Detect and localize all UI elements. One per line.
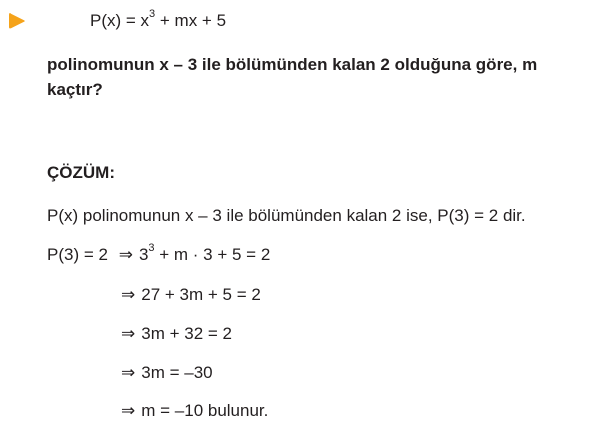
solution-step-5 xyxy=(121,401,268,421)
solution-step-4 xyxy=(121,363,213,383)
implies-arrow-icon: ⇒ xyxy=(121,363,136,382)
step-2-text: 27 + 3m + 5 = 2 xyxy=(141,285,261,304)
question-line-1: polinomunun x – 3 ile bölümünden kalan 2 olduğuna göre, m xyxy=(47,55,538,74)
step-3-text: 3m + 32 = 2 xyxy=(141,324,232,343)
implies-arrow-icon: ⇒ xyxy=(121,324,136,343)
step-1-lhs: P(3) = 2 xyxy=(47,245,108,264)
polynomial-rest: + mx + 5 xyxy=(155,11,227,30)
question-line-2: kaçtır? xyxy=(47,80,103,99)
solution-step-2 xyxy=(121,285,261,305)
polynomial-base: P(x) = x xyxy=(90,11,150,30)
step-1-base: 3 xyxy=(138,245,149,264)
step-1-rest: + m · 3 + 5 = 2 xyxy=(154,245,271,264)
solution-step-1 xyxy=(47,242,271,265)
polynomial-exponent: 3 xyxy=(149,8,156,21)
implies-arrow-icon: ⇒ xyxy=(121,285,136,304)
implies-arrow-icon: ⇒ xyxy=(118,245,133,264)
step-1-exponent: 3 xyxy=(148,242,155,255)
solution-statement: P(x) polinomunun x – 3 ile bölümünden kalan 2 ise, P(3) = 2 dir. xyxy=(47,206,526,225)
implies-arrow-icon: ⇒ xyxy=(121,401,136,420)
solution-step-3 xyxy=(121,324,232,344)
solution-heading: ÇÖZÜM: xyxy=(47,163,115,182)
orange-triangle-bullet-icon xyxy=(6,10,28,32)
polynomial-definition xyxy=(90,8,227,31)
step-5-text: m = –10 bulunur. xyxy=(141,401,269,420)
step-4-text: 3m = –30 xyxy=(141,363,213,382)
